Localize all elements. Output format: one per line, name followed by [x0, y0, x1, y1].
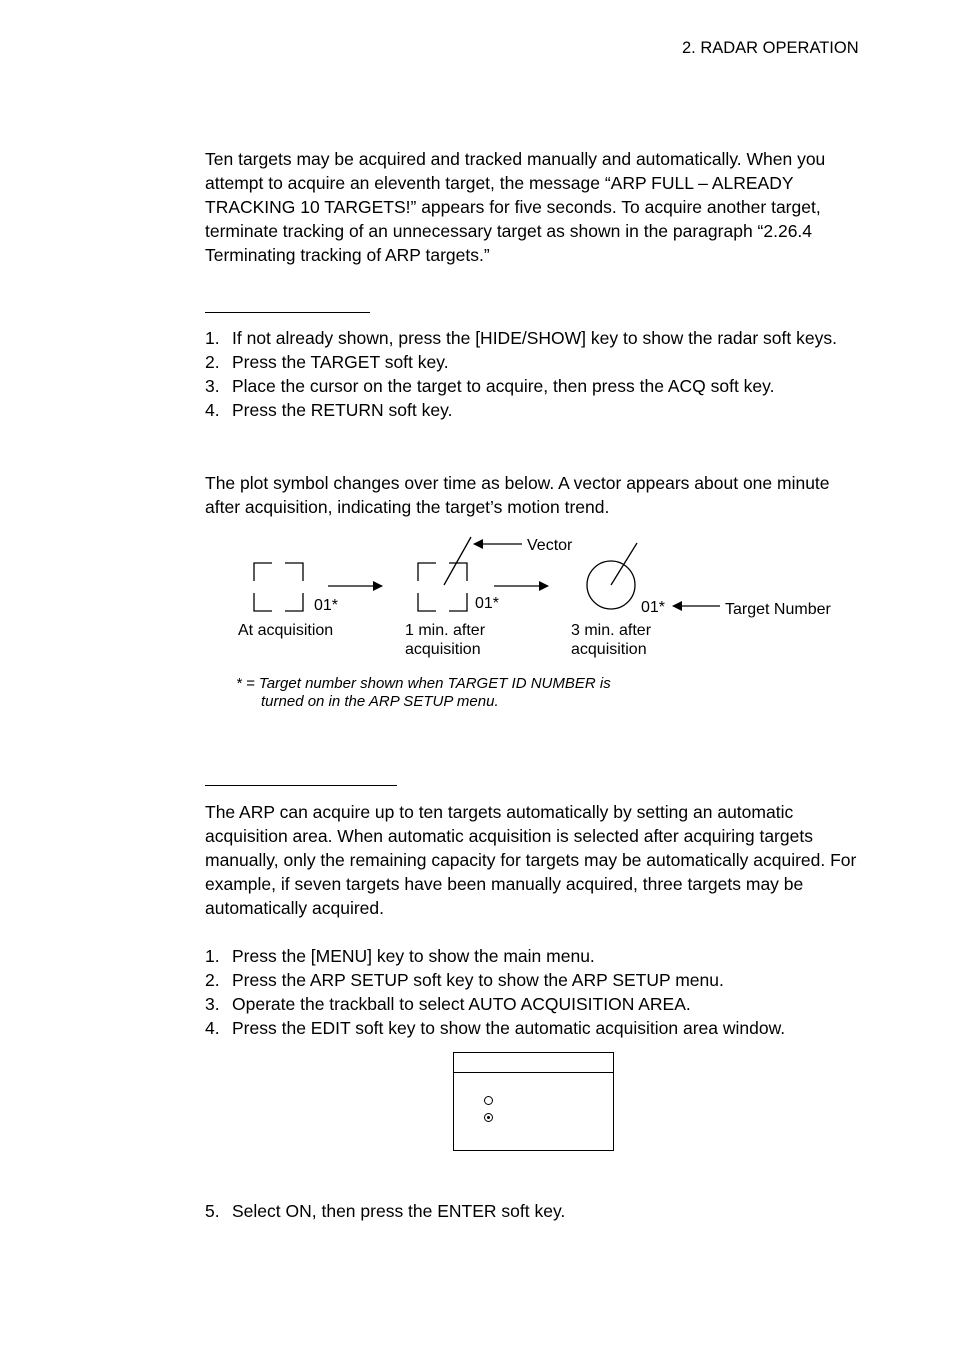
list-item: 2. Press the TARGET soft key. [205, 352, 449, 372]
vector-line-stage3 [611, 543, 637, 585]
intro-paragraph: Ten targets may be acquired and tracked manually and automatically. When you attempt to acquire an eleventh target, the message “ARP FULL – ALREADY TRACKING 10 TARGETS!” appears for five seconds. To acquire another target, terminate tracking of an unnecessary target as shown in the paragraph “2.26.4 Terminating tracking of ARP targets.” [205, 149, 826, 265]
three-minute-symbol [587, 543, 637, 609]
list-item: 3. Operate the trackball to select AUTO ACQUISITION AREA. [205, 994, 691, 1014]
list-item: 3. Place the cursor on the target to acquire, then press the ACQ soft key. [205, 376, 775, 396]
stage2-caption-line1: 1 min. after [405, 622, 486, 639]
list-item: 5. Select ON, then press the ENTER soft key. [205, 1201, 566, 1221]
stage3-caption-line1: 3 min. after [571, 622, 652, 639]
list-item: 1. If not already shown, press the [HIDE/SHOW] key to show the radar soft keys. [205, 328, 837, 348]
stage2-caption-line2: acquisition [405, 641, 481, 658]
heading-rule-auto [205, 785, 397, 786]
plot-paragraph: The plot symbol changes over time as below. A vector appears about one minute after acquisition, indicating the target’s motion trend. [205, 473, 830, 517]
target-id-note [236, 675, 611, 711]
plot-symbol-diagram [230, 530, 850, 665]
list-item: 1. Press the [MENU] key to show the main menu. [205, 946, 595, 966]
one-minute-symbol [418, 537, 471, 611]
stage3-caption-line2: acquisition [571, 641, 647, 658]
list-item: 2. Press the ARP SETUP soft key to show the ARP SETUP menu. [205, 970, 724, 990]
auto-acquisition-area-window [453, 1052, 614, 1151]
note-line-2: turned on in the ARP SETUP menu. [261, 693, 499, 710]
note-line-1: * = Target number shown when TARGET ID NUMBER is [236, 675, 611, 692]
manual-steps-list [205, 326, 867, 422]
list-item: 4. Press the RETURN soft key. [205, 400, 453, 420]
final-steps-list [205, 1199, 867, 1223]
target-number-label: Target Number [725, 601, 831, 618]
heading-rule-manual [205, 312, 370, 313]
stage3-number: 01* [641, 599, 666, 616]
radio-option-off[interactable] [484, 1096, 493, 1105]
vector-label: Vector [527, 537, 573, 554]
list-item: 4. Press the EDIT soft key to show the automatic acquisition area window. [205, 1018, 786, 1038]
radio-selected-dot [487, 1116, 490, 1119]
stage1-number: 01* [314, 597, 339, 614]
stage2-number: 01* [475, 595, 500, 612]
stage1-caption: At acquisition [238, 622, 334, 639]
auto-paragraph: The ARP can acquire up to ten targets automatically by setting an automatic acquisition area. When automatic acquisition is selected after acquiring targets manually, only the remaining capacity for targets may be automatically acquired. For example, if seven targets have been manually acquired, three targets may be automatically acquired. [205, 802, 857, 918]
acquisition-symbol [254, 563, 303, 611]
window-title-bar [454, 1053, 613, 1073]
section-header: 2. RADAR OPERATION [682, 39, 859, 57]
auto-steps-list [205, 944, 867, 1040]
radio-option-on[interactable] [484, 1113, 493, 1122]
